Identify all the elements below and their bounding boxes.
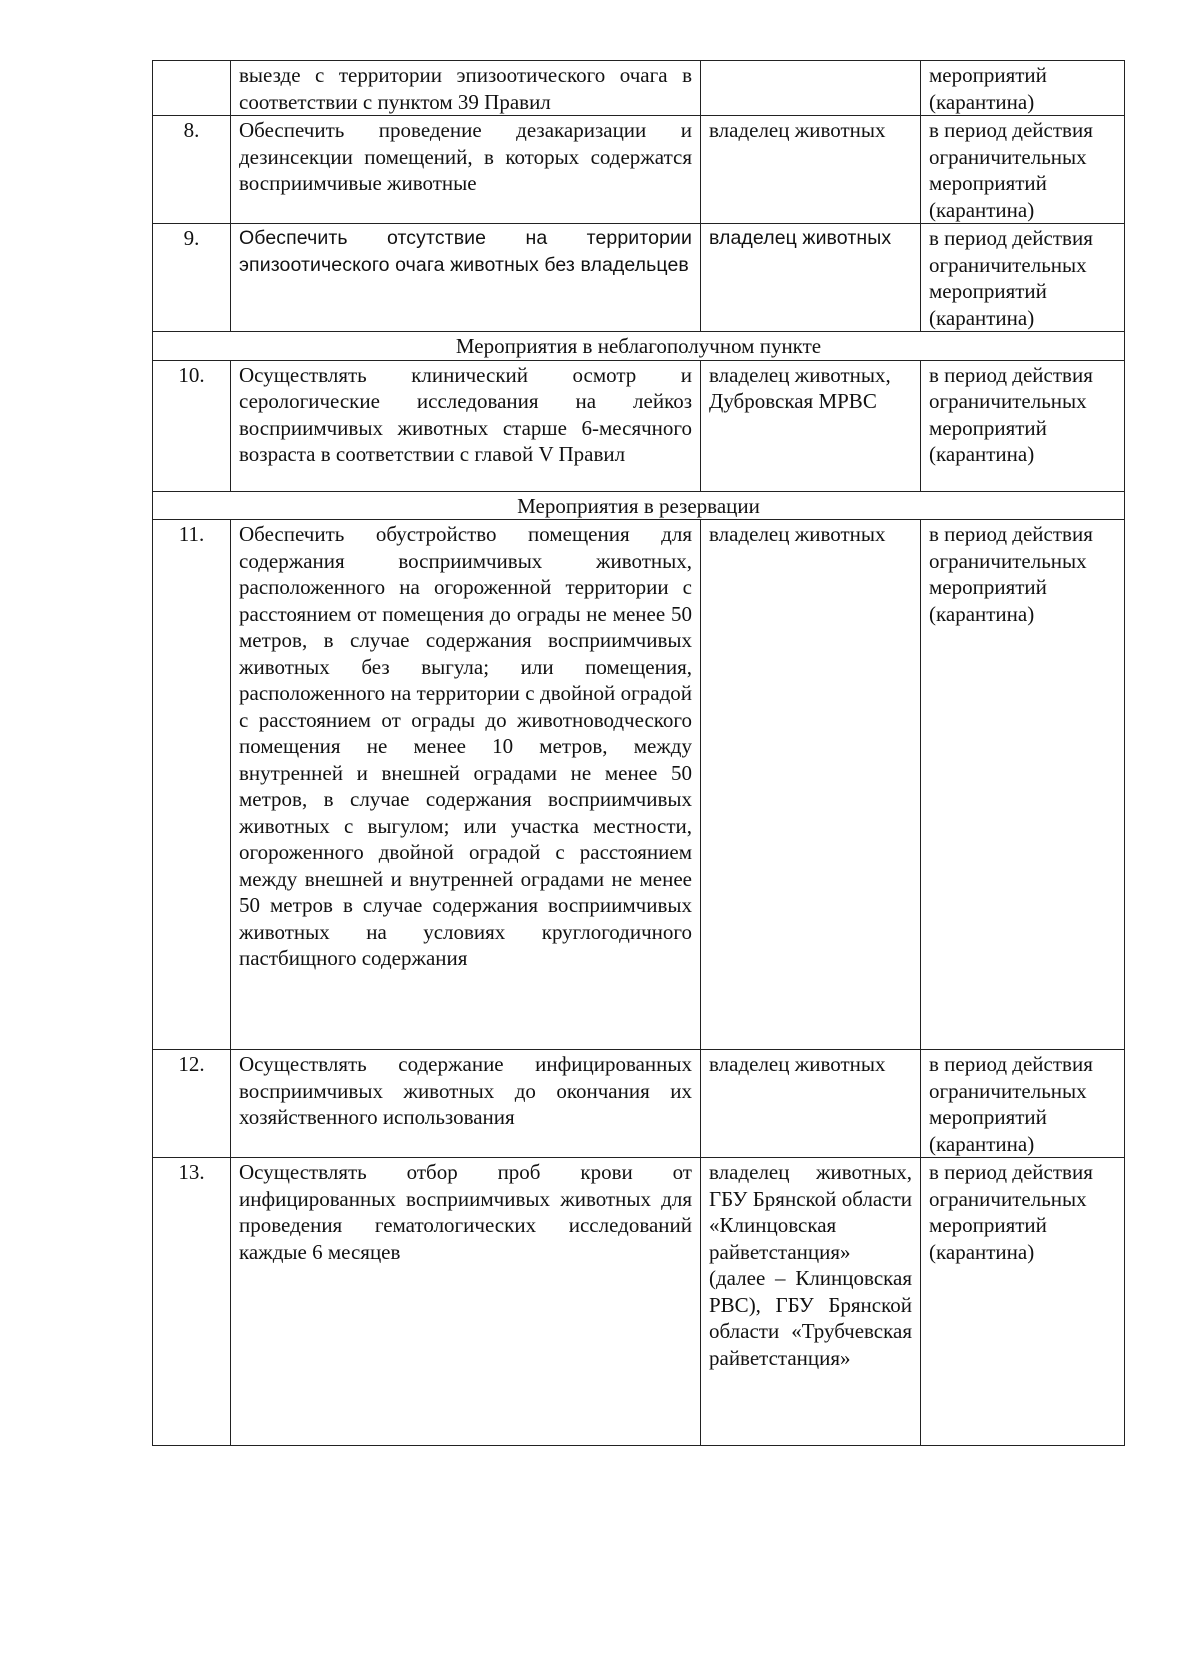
table-row <box>153 61 1125 116</box>
action-cell: Осуществлять отбор проб крови от инфицированных восприимчивых животных для проведения гематологических исследований каждые 6 месяцев <box>231 1158 701 1446</box>
table-row <box>153 116 1125 224</box>
responsible-cell: владелец животных <box>701 224 921 332</box>
table-row <box>153 360 1125 491</box>
row-number: 13. <box>153 1158 231 1446</box>
section-title: Мероприятия в резервации <box>153 491 1125 520</box>
action-cell: Обеспечить отсутствие на территории эпизоотического очага животных без владельцев <box>231 224 701 332</box>
action-cell: Осуществлять клинический осмотр и серологические исследования на лейкоз восприимчивых животных старше 6-месячного возраста в соответствии с главой V Правил <box>231 360 701 491</box>
responsible-cell: владелец животных, ГБУ Брянской области «Клинцовская райветстанция» (далее – Клинцовская РВС), ГБУ Брянской области «Трубчевская райветстанция» <box>701 1158 921 1446</box>
row-number: 11. <box>153 520 231 1050</box>
responsible-cell: владелец животных, Дубровская МРВС <box>701 360 921 491</box>
responsible-cell <box>701 61 921 116</box>
section-title: Мероприятия в неблагополучном пункте <box>153 332 1125 361</box>
action-cell: Обеспечить проведение дезакаризации и дезинсекции помещений, в которых содержатся восприимчивые животные <box>231 116 701 224</box>
row-number: 12. <box>153 1050 231 1158</box>
section-row <box>153 491 1125 520</box>
term-cell: в период действия ограничительных мероприятий (карантина) <box>921 1050 1125 1158</box>
table-row <box>153 224 1125 332</box>
term-cell: мероприятий (карантина) <box>921 61 1125 116</box>
action-cell: Осуществлять содержание инфицированных восприимчивых животных до окончания их хозяйственного использования <box>231 1050 701 1158</box>
term-cell: в период действия ограничительных мероприятий (карантина) <box>921 116 1125 224</box>
table-row <box>153 1050 1125 1158</box>
row-number: 10. <box>153 360 231 491</box>
term-cell: в период действия ограничительных мероприятий (карантина) <box>921 520 1125 1050</box>
responsible-cell: владелец животных <box>701 520 921 1050</box>
responsible-cell: владелец животных <box>701 116 921 224</box>
term-cell: в период действия ограничительных мероприятий (карантина) <box>921 1158 1125 1446</box>
section-row <box>153 332 1125 361</box>
term-cell: в период действия ограничительных мероприятий (карантина) <box>921 360 1125 491</box>
action-cell: выезде с территории эпизоотического очага в соответствии с пунктом 39 Правил <box>231 61 701 116</box>
responsible-cell: владелец животных <box>701 1050 921 1158</box>
term-cell: в период действия ограничительных мероприятий (карантина) <box>921 224 1125 332</box>
measures-table <box>152 60 1125 1446</box>
table-row <box>153 1158 1125 1446</box>
row-number: 9. <box>153 224 231 332</box>
row-number <box>153 61 231 116</box>
row-number: 8. <box>153 116 231 224</box>
table-row <box>153 520 1125 1050</box>
action-cell: Обеспечить обустройство помещения для содержания восприимчивых животных, расположенного на огороженной территории с расстоянием от помещения до ограды не менее 50 метров, в случае содержания восприимчивых животных без выгула; или помещения, расположенного на территории с двойной оградой с расстоянием от ограды до животноводческого помещения не менее 10 метров, между внутренней и внешней оградами не менее 50 метров, в случае содержания восприимчивых животных с выгулом; или участка местности, огороженного двойной оградой с расстоянием между внешней и внутренней оградами не менее 50 метров в случае содержания восприимчивых животных на условиях круглогодичного пастбищного содержания <box>231 520 701 1050</box>
